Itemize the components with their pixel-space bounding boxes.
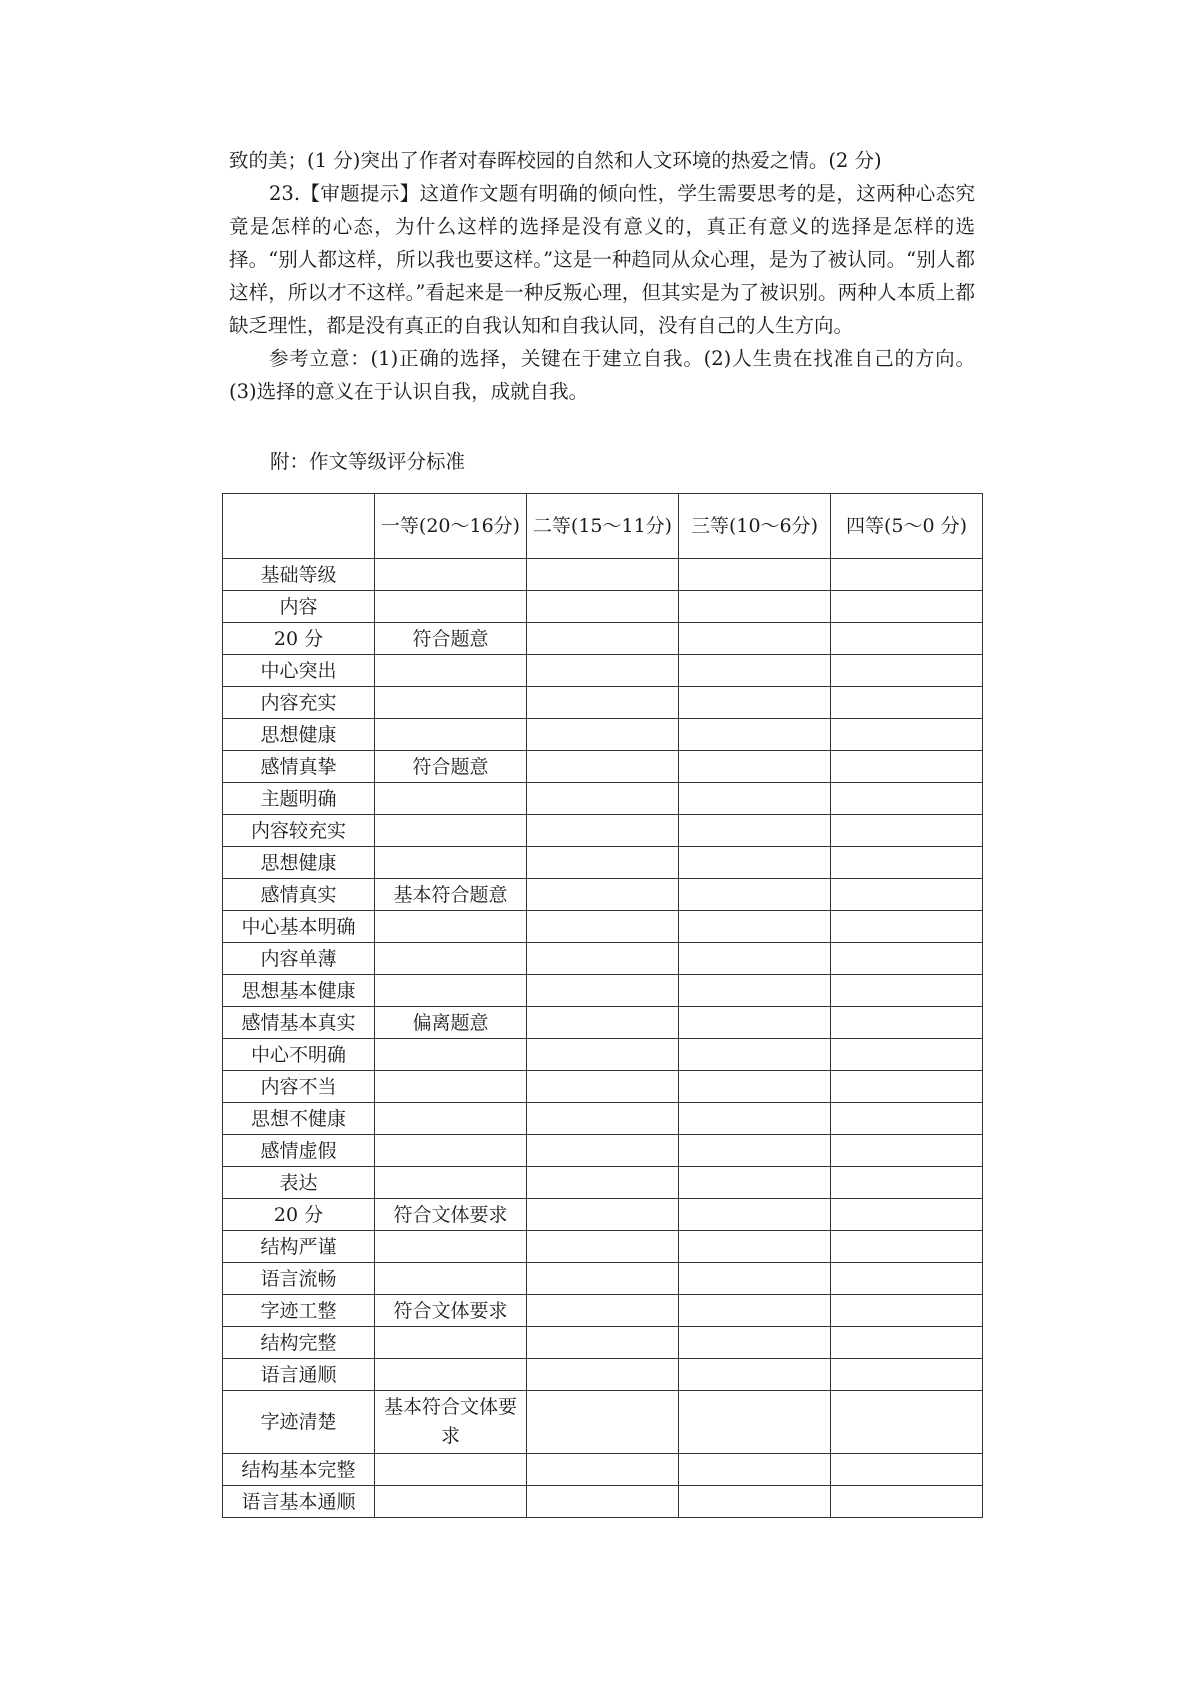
grade-cell — [831, 911, 983, 943]
grade-cell — [527, 1454, 679, 1486]
criteria-cell: 语言基本通顺 — [223, 1486, 375, 1518]
grade-cell — [527, 655, 679, 687]
table-row — [223, 1103, 983, 1135]
grade-cell — [831, 1263, 983, 1295]
grade-cell — [679, 943, 831, 975]
grade-cell — [375, 1071, 527, 1103]
grade-cell — [375, 1103, 527, 1135]
grade-cell — [831, 1199, 983, 1231]
criteria-cell: 思想健康 — [223, 847, 375, 879]
grade-cell — [527, 623, 679, 655]
grade-cell — [679, 1199, 831, 1231]
grade-cell — [679, 1135, 831, 1167]
grade-cell — [831, 655, 983, 687]
grade-cell — [831, 975, 983, 1007]
table-row — [223, 1391, 983, 1454]
grade-cell — [375, 847, 527, 879]
grade-cell — [679, 975, 831, 1007]
table-row — [223, 719, 983, 751]
grade-cell: 符合题意 — [375, 623, 527, 655]
header-cell: 四等(5～0 分) — [831, 494, 983, 559]
grade-cell — [375, 943, 527, 975]
grade-cell — [527, 591, 679, 623]
table-row — [223, 815, 983, 847]
grade-cell — [831, 1486, 983, 1518]
grade-cell — [375, 1039, 527, 1071]
grade-cell — [527, 1391, 679, 1454]
grade-cell — [679, 815, 831, 847]
table-row — [223, 1135, 983, 1167]
grade-cell — [375, 1486, 527, 1518]
grade-cell — [375, 1135, 527, 1167]
header-cell: 一等(20～16分) — [375, 494, 527, 559]
grade-cell: 基本符合题意 — [375, 879, 527, 911]
grade-cell — [679, 1167, 831, 1199]
grade-cell — [831, 879, 983, 911]
grade-cell — [527, 815, 679, 847]
table-row — [223, 1486, 983, 1518]
grade-cell — [375, 1327, 527, 1359]
grading-standard-table — [222, 493, 983, 1518]
grade-cell: 符合文体要求 — [375, 1199, 527, 1231]
criteria-cell: 思想健康 — [223, 719, 375, 751]
grade-cell — [831, 1039, 983, 1071]
grade-cell — [375, 975, 527, 1007]
grade-cell — [375, 783, 527, 815]
grade-cell — [679, 1007, 831, 1039]
grade-cell — [831, 751, 983, 783]
table-header-row — [223, 494, 983, 559]
grade-cell — [527, 1007, 679, 1039]
grade-cell — [679, 1391, 831, 1454]
grade-cell — [527, 1103, 679, 1135]
table-row — [223, 687, 983, 719]
grade-cell — [679, 1263, 831, 1295]
grade-cell — [831, 1071, 983, 1103]
grade-cell — [375, 1263, 527, 1295]
criteria-cell: 中心不明确 — [223, 1039, 375, 1071]
grade-cell — [527, 975, 679, 1007]
grade-cell — [831, 1295, 983, 1327]
grade-cell — [375, 1359, 527, 1391]
criteria-cell: 思想基本健康 — [223, 975, 375, 1007]
criteria-cell: 语言流畅 — [223, 1263, 375, 1295]
criteria-cell: 中心基本明确 — [223, 911, 375, 943]
grade-cell — [831, 1391, 983, 1454]
grade-cell — [527, 719, 679, 751]
criteria-cell: 感情基本真实 — [223, 1007, 375, 1039]
grade-cell — [679, 1359, 831, 1391]
grade-cell — [679, 847, 831, 879]
table-row — [223, 1039, 983, 1071]
grade-cell — [831, 687, 983, 719]
grade-cell — [679, 783, 831, 815]
grade-cell — [831, 1454, 983, 1486]
table-row — [223, 1167, 983, 1199]
criteria-cell: 基础等级 — [223, 559, 375, 591]
grade-cell — [375, 1231, 527, 1263]
grade-cell — [679, 1039, 831, 1071]
criteria-cell: 结构严谨 — [223, 1231, 375, 1263]
grade-cell — [679, 1071, 831, 1103]
criteria-cell: 20 分 — [223, 1199, 375, 1231]
grade-cell — [831, 591, 983, 623]
table-row — [223, 591, 983, 623]
table-row — [223, 1199, 983, 1231]
table-row — [223, 751, 983, 783]
grade-cell — [679, 1486, 831, 1518]
grade-cell — [679, 1454, 831, 1486]
grade-cell — [831, 1103, 983, 1135]
criteria-cell: 内容不当 — [223, 1071, 375, 1103]
paragraph-reference-ideas: 参考立意：(1)正确的选择，关键在于建立自我。(2)人生贵在找准自己的方向。(3)选择的意义在于认识自我，成就自我。 — [229, 347, 975, 403]
grade-cell — [375, 591, 527, 623]
grade-cell — [679, 655, 831, 687]
criteria-cell: 字迹工整 — [223, 1295, 375, 1327]
grade-cell — [831, 1135, 983, 1167]
table-row — [223, 847, 983, 879]
criteria-cell: 结构基本完整 — [223, 1454, 375, 1486]
grade-cell — [527, 1359, 679, 1391]
criteria-cell: 内容较充实 — [223, 815, 375, 847]
grade-cell — [527, 943, 679, 975]
grade-cell — [375, 687, 527, 719]
criteria-cell: 感情虚假 — [223, 1135, 375, 1167]
grade-cell — [831, 1327, 983, 1359]
grade-cell — [375, 815, 527, 847]
table-row — [223, 1231, 983, 1263]
grade-cell — [527, 1135, 679, 1167]
grade-cell — [527, 1071, 679, 1103]
grade-cell — [679, 1231, 831, 1263]
table-row — [223, 655, 983, 687]
grade-cell — [527, 847, 679, 879]
grade-cell — [527, 1486, 679, 1518]
grade-cell — [679, 1103, 831, 1135]
grade-cell — [831, 623, 983, 655]
grade-cell — [831, 1231, 983, 1263]
grade-cell: 符合文体要求 — [375, 1295, 527, 1327]
grade-cell — [527, 687, 679, 719]
criteria-cell: 字迹清楚 — [223, 1391, 375, 1454]
grade-cell — [831, 1359, 983, 1391]
grade-cell — [831, 783, 983, 815]
table-row — [223, 911, 983, 943]
grade-cell — [679, 719, 831, 751]
header-cell: 二等(15～11分) — [527, 494, 679, 559]
grade-cell — [679, 1295, 831, 1327]
header-cell — [223, 494, 375, 559]
table-row — [223, 1071, 983, 1103]
grade-cell — [375, 559, 527, 591]
grade-cell — [679, 879, 831, 911]
grade-cell — [375, 911, 527, 943]
grade-cell — [527, 1231, 679, 1263]
table-row — [223, 1007, 983, 1039]
criteria-cell: 内容单薄 — [223, 943, 375, 975]
grade-cell — [527, 1327, 679, 1359]
grade-cell — [527, 751, 679, 783]
grade-cell — [831, 1007, 983, 1039]
criteria-cell: 20 分 — [223, 623, 375, 655]
appendix-title: 附：作文等级评分标准 — [270, 450, 466, 473]
table-row — [223, 623, 983, 655]
grade-cell: 偏离题意 — [375, 1007, 527, 1039]
table-row — [223, 1454, 983, 1486]
criteria-cell: 结构完整 — [223, 1327, 375, 1359]
answer-text — [229, 144, 975, 408]
grade-cell — [679, 559, 831, 591]
criteria-cell: 内容充实 — [223, 687, 375, 719]
grade-cell — [527, 1263, 679, 1295]
table-row — [223, 975, 983, 1007]
grade-cell — [679, 591, 831, 623]
table-row — [223, 1295, 983, 1327]
criteria-cell: 内容 — [223, 591, 375, 623]
grade-cell — [679, 687, 831, 719]
grade-cell — [527, 1199, 679, 1231]
grade-cell — [679, 623, 831, 655]
grade-cell — [831, 943, 983, 975]
paragraph-review-hint: 23.【审题提示】这道作文题有明确的倾向性，学生需要思考的是，这两种心态究竟是怎样的心态，为什么这样的选择是没有意义的，真正有意义的选择是怎样的选择。“别人都这样，所以我也要这样。”这是一种趋同从众心理，是为了被认同。“别人都这样，所以才不这样。”看起来是一种反叛心理，但其实是为了被识别。两种人本质上都缺乏理性，都是没有真正的自我认知和自我认同，没有自己的人生方向。 — [229, 182, 975, 337]
paragraph-continuation: 致的美；(1 分)突出了作者对春晖校园的自然和人文环境的热爱之情。(2 分) — [229, 149, 882, 172]
grade-cell — [527, 783, 679, 815]
grade-cell — [527, 559, 679, 591]
table-row — [223, 1327, 983, 1359]
grade-cell — [831, 719, 983, 751]
grading-table-body — [223, 494, 983, 1518]
criteria-cell: 思想不健康 — [223, 1103, 375, 1135]
grade-cell — [527, 879, 679, 911]
table-row — [223, 783, 983, 815]
criteria-cell: 语言通顺 — [223, 1359, 375, 1391]
criteria-cell: 主题明确 — [223, 783, 375, 815]
grade-cell — [831, 1167, 983, 1199]
grade-cell — [375, 719, 527, 751]
grade-cell: 基本符合文体要求 — [375, 1391, 527, 1454]
grade-cell — [527, 1167, 679, 1199]
table-row — [223, 943, 983, 975]
header-cell: 三等(10～6分) — [679, 494, 831, 559]
grade-cell — [527, 1039, 679, 1071]
table-row — [223, 879, 983, 911]
criteria-cell: 表达 — [223, 1167, 375, 1199]
grade-cell — [375, 655, 527, 687]
criteria-cell: 感情真挚 — [223, 751, 375, 783]
grade-cell — [527, 1295, 679, 1327]
grade-cell — [375, 1454, 527, 1486]
grade-cell — [527, 911, 679, 943]
grade-cell: 符合题意 — [375, 751, 527, 783]
grade-cell — [831, 815, 983, 847]
grade-cell — [375, 1167, 527, 1199]
grade-cell — [831, 847, 983, 879]
criteria-cell: 中心突出 — [223, 655, 375, 687]
grade-cell — [679, 1327, 831, 1359]
grade-cell — [679, 911, 831, 943]
grade-cell — [679, 751, 831, 783]
table-row — [223, 1263, 983, 1295]
grade-cell — [831, 559, 983, 591]
table-row — [223, 559, 983, 591]
criteria-cell: 感情真实 — [223, 879, 375, 911]
table-row — [223, 1359, 983, 1391]
